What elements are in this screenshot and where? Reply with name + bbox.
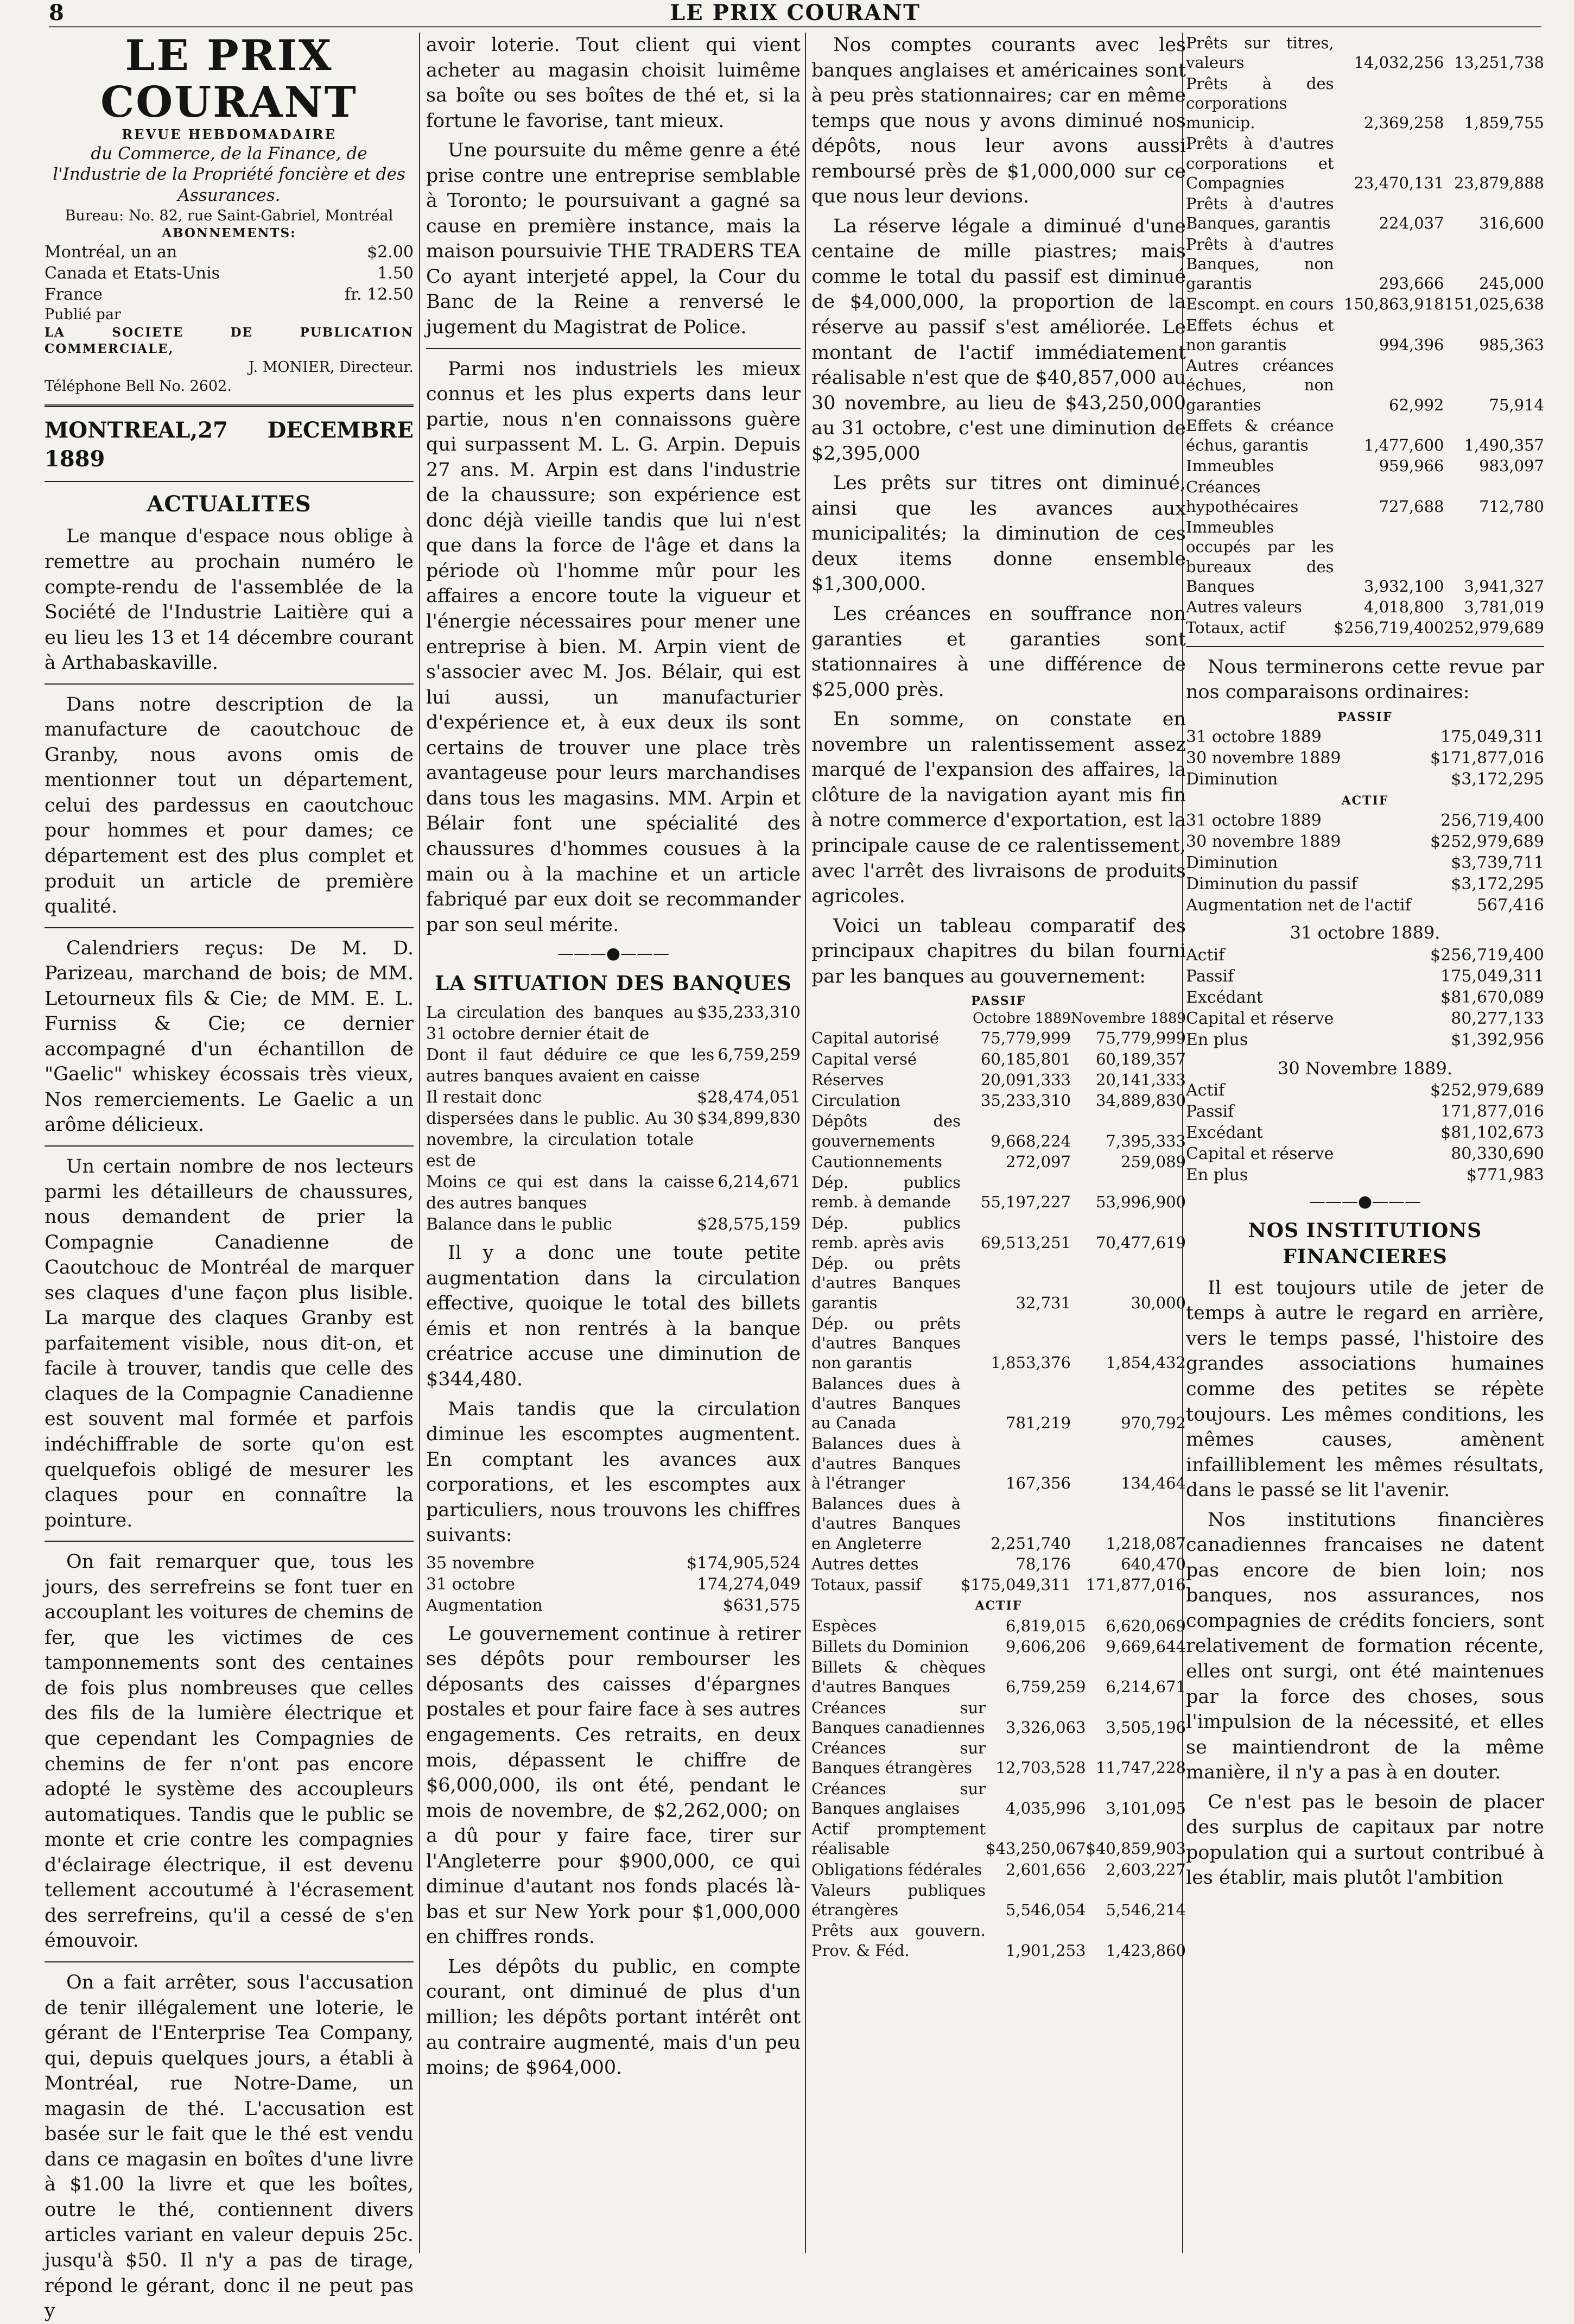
circulation-row: dispersées dans le public. Au 30 novembre, la circulation totale est de $34,899,830: [426, 1109, 801, 1171]
table-row: [811, 1049, 1186, 1069]
divider: [45, 404, 414, 407]
institutions-heading: NOS INSTITUTIONS FINANCIERES: [1248, 1219, 1482, 1268]
row-label: Autres valeurs: [1186, 598, 1302, 616]
table-row: [1186, 294, 1544, 314]
row-label: Capital versé: [811, 1049, 917, 1068]
value-november: 53,996,900: [1095, 1193, 1186, 1212]
row-label: Augmentation net de l'actif: [1186, 896, 1411, 915]
balance-row: [1186, 1164, 1544, 1186]
value-november: 13,251,738: [1454, 53, 1544, 72]
balance-row: [1186, 945, 1544, 966]
circulation-row: Il restait donc $28,474,051: [426, 1088, 801, 1107]
value-november: 1,490,357: [1464, 436, 1544, 454]
column-3: [811, 33, 1186, 2253]
value-november: 151,025,638: [1444, 295, 1544, 314]
row-label: Prêts sur titres, valeurs: [1186, 34, 1334, 72]
row-label: Cautionnements: [811, 1152, 942, 1171]
november-title: 30 Novembre 1889.: [1277, 1057, 1452, 1079]
row-label: Effets échus et non garantis: [1186, 315, 1334, 354]
value-november: 640,470: [1121, 1554, 1186, 1573]
value-october: 35,233,310: [980, 1091, 1071, 1110]
table-row: [1186, 415, 1544, 456]
bureau-address: Bureau: No. 82, rue Saint-Gabriel, Montréal: [65, 207, 394, 224]
value-november: 3,505,196: [1106, 1718, 1186, 1737]
actif-label: ACTIF: [1341, 793, 1389, 808]
row-value: 175,049,311: [1440, 727, 1544, 746]
table-row: [811, 1493, 1186, 1554]
value-november: 1,854,432: [1106, 1353, 1186, 1372]
table-row: [1186, 234, 1544, 294]
row-label: Actif promptement réalisable: [811, 1820, 986, 1858]
value-november: 3,941,327: [1464, 577, 1544, 596]
row-label: Actif: [1186, 1081, 1225, 1100]
row-value: 80,330,690: [1451, 1144, 1544, 1164]
value-october: 62,992: [1389, 395, 1444, 414]
masthead: [45, 33, 414, 206]
row-label: 30 novembre 1889: [1186, 748, 1341, 768]
row-label: Dép. publics remb. après avis: [811, 1213, 961, 1252]
value-november: 75,914: [1489, 395, 1544, 414]
row-label: Balances dues à d'autres Banques en Angleterre: [811, 1495, 961, 1553]
page-number: 8: [49, 0, 64, 26]
value-october: 12,703,528: [995, 1758, 1086, 1777]
value-october: 6,759,259: [1005, 1677, 1086, 1696]
table-row: [811, 1151, 1186, 1172]
table-row: [811, 1738, 1186, 1778]
divider: [45, 683, 414, 685]
comparison-row: [1186, 831, 1544, 852]
paragraph: Ce n'est pas le besoin de placer des surplus de capitaux par notre population qui a surtout contribué à les établir, mais plutôt l'ambition: [1186, 1791, 1544, 1889]
paragraph: Une poursuite du même genre a été prise contre une entreprise semblable à Toronto; le poursuivant a gagné sa cause en première instance, mais la maison poursuivie THE TRADERS TEA Co ayant interjeté appel, la Cour du Banc de la Reine a renversé le jugement du Magistrat de Police.: [426, 140, 801, 339]
table-row: [811, 1313, 1186, 1373]
circulation-row: Moins ce qui est dans la caisse des autres banques 6,214,671: [426, 1173, 801, 1213]
row-label: Autres dettes: [811, 1554, 919, 1573]
row-label: Balances dues à d'autres Banques au Canada: [811, 1374, 961, 1433]
value-november: $40,859,903: [1086, 1839, 1186, 1858]
row-label: Prêts aux gouvern. Prov. & Féd.: [811, 1921, 986, 1960]
value-november: 1,218,087: [1106, 1534, 1186, 1553]
passif-table: [811, 1010, 1186, 1595]
row-label: Dép. publics remb. à demande: [811, 1173, 961, 1212]
paragraph: Voici un tableau comparatif des principaux chapitres du bilan fourni par les banques au gouvernement:: [811, 915, 1186, 987]
table-row: [1186, 477, 1544, 517]
value-october: 14,032,256: [1354, 53, 1444, 72]
row-value: $3,739,711: [1451, 853, 1544, 873]
ornament-divider: ———●———: [1309, 1192, 1421, 1212]
subscription-row: Canada et Etats-Unis 1.50: [45, 264, 414, 283]
value-november: 34,889,830: [1095, 1091, 1186, 1110]
table-row: [1186, 597, 1544, 617]
row-label: Immeubles: [1186, 457, 1274, 476]
column-4: [1186, 33, 1544, 2253]
row-label: Circulation: [811, 1091, 900, 1110]
circulation-row: Dont il faut déduire ce que les autres banques avaient en caisse 6,759,259: [426, 1046, 801, 1086]
row-label: Diminution: [1186, 853, 1278, 873]
row-label: Espèces: [811, 1616, 877, 1635]
publisher: LA SOCIETE DE PUBLICATION COMMERCIALE,: [45, 325, 414, 357]
value-october: 293,666: [1379, 274, 1444, 293]
masthead-name: LE PRIX COURANT: [100, 31, 358, 127]
row-label: Valeurs publiques étrangères: [811, 1880, 986, 1920]
table-row: [811, 1636, 1186, 1657]
paragraph: Nous terminerons cette revue par nos comparaisons ordinaires:: [1186, 656, 1544, 704]
circulation-row: Balance dans le public $28,575,159: [426, 1215, 801, 1234]
paragraph: Il est toujours utile de jeter de temps à autre le regard en arrière, vers le temps passé, l'histoire des grandes associations humaines comme des petites se répète toujours. Les mêmes conditions, les mêmes causes, amènent infailliblement les mêmes résultats, dans le passé se lit l'avenir.: [1186, 1277, 1544, 1502]
row-value: $3,172,295: [1451, 769, 1544, 789]
paragraph: On a fait arrêter, sous l'accusation de tenir illégalement une loterie, le gérant de l'Enterprise Tea Company, qui, depuis quelques jours, a établi à Montréal, rue Notre-Dame, un magasin de thé. L'accusation est basée sur le fait que le thé est vendu dans ce magasin en boîtes d'une livre à $1.00 la livre et que les boîtes, outre le thé, contiennent divers articles variant en valeur depuis 25c. jusqu'à $50. Il n'y a pas de tirage, répond le gérant, donc il ne peut pas y: [45, 1971, 414, 2322]
balance-row: [1186, 1080, 1544, 1101]
table-row: [1186, 517, 1544, 597]
table-row: [811, 1213, 1186, 1253]
value-october: 69,513,251: [980, 1233, 1071, 1252]
subscription-row: France fr. 12.50: [45, 285, 414, 305]
balance-row: [1186, 987, 1544, 1008]
value-november: 134,464: [1121, 1473, 1186, 1492]
actif-table: [811, 1616, 1186, 1961]
paragraph: Les prêts sur titres ont diminué, ainsi que les avances aux municipalités; la diminution de ces deux items donne ensemble $1,300,000.: [811, 472, 1186, 596]
row-value: $81,670,089: [1440, 987, 1544, 1007]
row-label: Créances sur Banques anglaises: [811, 1779, 986, 1818]
divider: [1186, 646, 1544, 647]
table-row: [811, 1819, 1186, 1859]
value-november: 983,097: [1479, 457, 1544, 476]
paragraph: Il y a donc une toute petite augmentation dans la circulation effective, quoique le total des billets émis et non rentrés à la banque créatrice accuse une diminution de $344,480.: [426, 1242, 801, 1390]
value-october: 23,470,131: [1354, 173, 1444, 192]
balance-row: [1186, 1029, 1544, 1050]
value-october: 959,966: [1379, 457, 1444, 476]
comparison-row: [1186, 852, 1544, 873]
escompte-row: 31 octobre 174,274,049: [426, 1574, 801, 1594]
value-october: 78,176: [1016, 1554, 1071, 1573]
paragraph: Calendriers reçus: De M. D. Parizeau, marchand de bois; de MM. Letourneux fils & Cie; de MM. E. L. Furniss & Cie; ce dernier accompagné d'un échantillon de "Gaelic" whiskey écossais très vieux, Nos remerciements. Le Gaelic a un arôme délicieux.: [45, 937, 414, 1136]
value-november: 70,477,619: [1095, 1233, 1186, 1252]
value-october: 2,601,656: [1005, 1860, 1086, 1879]
table-row: [811, 1111, 1186, 1151]
table-row: [1186, 355, 1544, 415]
masthead-description: du Commerce, de la Finance, de l'Industrie de la Propriété foncière et des Assurances.: [53, 143, 405, 205]
value-november: 245,000: [1479, 274, 1544, 293]
value-october: 6,819,015: [1005, 1616, 1086, 1635]
value-november: 2,603,227: [1106, 1860, 1186, 1879]
running-header: [49, 0, 1541, 28]
subscriptions: [45, 242, 414, 305]
comparison-row: [1186, 726, 1544, 748]
row-value: $3,172,295: [1451, 875, 1544, 894]
row-value: $1,392,956: [1451, 1030, 1544, 1049]
row-label: Capital autorisé: [811, 1029, 940, 1048]
balance-row: [1186, 1101, 1544, 1122]
value-november: 7,395,333: [1106, 1131, 1186, 1150]
row-label: Capital et réserve: [1186, 1009, 1334, 1028]
table-row: [811, 1373, 1186, 1434]
table-row: [1186, 315, 1544, 356]
row-label: Prêts à d'autres Banques, non garantis: [1186, 235, 1334, 293]
balance-row: [1186, 1122, 1544, 1143]
value-october: $175,049,311: [961, 1575, 1071, 1594]
value-november: 75,779,999: [1095, 1029, 1186, 1048]
row-label: Excédant: [1186, 1123, 1263, 1143]
subscription-row: Montréal, un an $2.00: [45, 243, 414, 262]
column-2: [426, 33, 801, 2253]
masthead-subtitle: REVUE HEBDOMADAIRE: [122, 126, 337, 142]
row-label: Créances sur Banques étrangères: [811, 1739, 986, 1777]
value-october: 2,369,258: [1363, 113, 1444, 132]
table-row: [1186, 193, 1544, 234]
comparison-row: [1186, 895, 1544, 916]
paragraph: Mais tandis que la circulation diminue les escomptes augmentent. En comptant les avances aux corporations, et les escomptes aux particuliers, nous trouvons les chiffres suivants:: [426, 1398, 801, 1547]
table-row: [811, 1698, 1186, 1738]
row-label: Passif: [1186, 1102, 1234, 1122]
passif-label: PASSIF: [971, 994, 1026, 1009]
value-november: 316,600: [1479, 214, 1544, 233]
value-october: $43,250,067: [986, 1839, 1086, 1858]
row-label: Prêts à des corporations municip.: [1186, 74, 1334, 132]
value-october: 224,037: [1379, 214, 1444, 233]
value-november: 3,781,019: [1464, 598, 1544, 616]
row-label: Prêts à d'autres corporations et Compagnies: [1186, 134, 1334, 192]
telephone: Téléphone Bell No. 2602.: [45, 377, 232, 395]
column-rule: [419, 33, 420, 2253]
row-label: En plus: [1186, 1030, 1248, 1049]
table-row: [811, 1090, 1186, 1111]
value-october: 272,097: [1006, 1152, 1071, 1171]
row-value: $81,102,673: [1440, 1123, 1544, 1143]
value-november: 712,780: [1479, 497, 1544, 516]
running-title: LE PRIX COURANT: [670, 0, 921, 26]
table-row: [811, 1554, 1186, 1574]
divider: [45, 927, 414, 928]
row-label: Dépôts des gouvernements: [811, 1112, 961, 1150]
table-row: [811, 1433, 1186, 1493]
table-row: [811, 1253, 1186, 1313]
value-october: 2,251,740: [991, 1534, 1071, 1553]
value-october: 9,606,206: [1005, 1637, 1086, 1656]
table-row: [811, 1920, 1186, 1961]
value-october: 150,863,918: [1344, 295, 1444, 314]
paragraph: En somme, on constate en novembre un ralentissement assez marqué de l'expansion des affaires, la clôture de la navigation ayant mis fin à notre commerce d'exportation, est la principale cause de ce ralentissement, avec l'arrêt des livraisons de produits agricoles.: [811, 708, 1186, 908]
row-label: Totaux, actif: [1186, 618, 1285, 637]
table-row: [811, 1880, 1186, 1921]
table-row: [1186, 73, 1544, 134]
value-november: 6,620,069: [1106, 1616, 1186, 1635]
row-label: Billets du Dominion: [811, 1637, 969, 1656]
column-1: [45, 31, 414, 2322]
row-label: Actif: [1186, 945, 1225, 965]
column-header-october: Octobre 1889: [973, 1010, 1071, 1027]
paragraph: Nos comptes courants avec les banques anglaises et américaines sont à peu près stationnaires; car en même temps que nous y avons diminué nos dépôts, nous leur avons aussi remboursé près de $1,000,000 sur ce que nous leur devions.: [811, 34, 1186, 208]
table-row: [811, 1657, 1186, 1698]
table-row: [811, 1859, 1186, 1880]
row-label: Diminution: [1186, 769, 1278, 789]
actualites-heading: ACTUALITES: [147, 491, 312, 517]
october-title: 31 octobre 1889.: [1290, 922, 1440, 943]
value-october: 3,326,063: [1005, 1718, 1086, 1737]
value-november: 60,189,357: [1095, 1049, 1186, 1068]
table-row: [811, 1574, 1186, 1595]
row-label: Capital et réserve: [1186, 1144, 1334, 1164]
table-header-row: [811, 1010, 1186, 1028]
row-value: $252,979,689: [1430, 832, 1544, 852]
value-november: 985,363: [1479, 335, 1544, 354]
value-october: 4,018,800: [1363, 598, 1444, 616]
row-label: 30 novembre 1889: [1186, 832, 1341, 852]
paragraph: Nos institutions financières canadiennes francaises ne datent pas encore de bien loin; nos banques, nos assurances, nos compagnies de crédits fonciers, sont relativement de formation récente, elles ont surgi, ont été maintenues par la force des choses, sous l'impulsion de la nécessité, et elles se maintiendront de la même manière, il n'y a pas à en douter.: [1186, 1509, 1544, 1784]
value-november: 30,000: [1131, 1293, 1186, 1312]
value-october: 1,853,376: [991, 1353, 1071, 1372]
row-label: Effets & créance échus, garantis: [1186, 416, 1334, 454]
actif-label: ACTIF: [975, 1599, 1023, 1613]
row-value: $771,983: [1466, 1166, 1544, 1185]
value-november: 6,214,671: [1106, 1677, 1186, 1696]
dateline: MONTREAL,27 DECEMBRE 1889: [45, 417, 414, 472]
table-row: [1186, 455, 1544, 476]
value-november: 3,101,095: [1106, 1799, 1186, 1818]
value-october: 32,731: [1016, 1293, 1071, 1312]
value-november: 1,423,860: [1106, 1941, 1186, 1960]
value-november: 259,089: [1121, 1152, 1186, 1171]
row-label: 31 octobre 1889: [1186, 727, 1322, 746]
value-october: 5,546,054: [1005, 1901, 1086, 1920]
row-label: Passif: [1186, 966, 1234, 986]
actif-table-continued: [1186, 33, 1544, 638]
comparison-row: [1186, 810, 1544, 831]
value-november: 1,859,755: [1464, 113, 1544, 132]
paragraph: On fait remarquer que, tous les jours, des serrefreins se font tuer en accouplant les voitures de chemins de fer, que les victimes de ces tamponnements sont des centaines de fois plus nombreuses que celles des fils de la lumière électrique et que cependant les Compagnies de chemins de fer n'ont pas encore adopté le système des accoupleurs automatiques. Tandis que le public se monte et crie contre les compagnies d'éclairage électrique, il est devenu tellement accoutumé à l'écrasement des serrefreins, qu'il a cessé de s'en émouvoir.: [45, 1551, 414, 1952]
divider: [45, 1961, 414, 1962]
row-label: En plus: [1186, 1166, 1248, 1185]
value-november: 9,669,644: [1106, 1637, 1186, 1656]
row-label: Diminution du passif: [1186, 875, 1357, 894]
row-value: 175,049,311: [1440, 966, 1544, 986]
value-october: 20,091,333: [980, 1070, 1071, 1089]
table-row: [811, 1616, 1186, 1636]
divider: [45, 1541, 414, 1542]
paragraph: Les créances en souffrance non garanties et garanties sont stationnaires à une différence de $25,000 près.: [811, 603, 1186, 701]
row-label: Excédant: [1186, 987, 1263, 1007]
ornament-divider: ———●———: [557, 944, 670, 964]
value-november: 252,979,689: [1444, 618, 1544, 637]
row-label: Autres créances échues, non garanties: [1186, 356, 1334, 414]
column-header-november: Novembre 1889: [1070, 1010, 1186, 1027]
row-label: Balances dues à d'autres Banques à l'étranger: [811, 1434, 961, 1492]
row-value: $171,877,016: [1430, 748, 1544, 768]
paragraph: Le gouvernement continue à retirer ses dépôts pour rembourser les déposants des caisses d'épargnes postales et pour faire face à ses autres engagements. Ces retraits, en deux mois, dépassent le chiffre de $6,000,000, ils ont été, pendant le mois de novembre, de $2,262,000; on a dû pour y faire face, tirer sur l'Angleterre pour $900,000, ce qui diminue d'autant nos fonds placés là-bas et sur New York pour $1,000,000 en chiffres ronds.: [426, 1623, 801, 1948]
paragraph: La réserve légale a diminué d'une centaine de mille piastres; mais comme le total du passif est diminué de $4,000,000, la proportion de la réserve au passif s'est améliorée. Le montant de l'actif immédiatement réalisable n'est que de $40,857,000 au 30 novembre, au lieu de $43,250,000 au 31 octobre, c'est une diminution de $2,395,000: [811, 215, 1186, 465]
value-november: 23,879,888: [1454, 173, 1544, 192]
value-october: 55,197,227: [980, 1193, 1071, 1212]
row-label: Dép. ou prêts d'autres Banques non garantis: [811, 1314, 961, 1372]
row-label: Prêts à d'autres Banques, garantis: [1186, 194, 1334, 233]
value-october: $256,719,400: [1334, 618, 1444, 637]
value-october: 1,901,253: [1005, 1941, 1086, 1960]
row-value: 256,719,400: [1440, 811, 1544, 831]
balance-row: [1186, 1143, 1544, 1164]
divider: [45, 1145, 414, 1147]
escompte-row: Augmentation $631,575: [426, 1595, 801, 1615]
value-october: 727,688: [1379, 497, 1444, 516]
paragraph: avoir loterie. Tout client qui vient acheter au magasin choisit luimême sa boîte ou ses boîtes de thé et, si la fortune le favorise, tant mieux.: [426, 34, 801, 132]
value-october: 4,035,996: [1005, 1799, 1086, 1818]
value-november: 5,546,214: [1106, 1901, 1186, 1920]
row-value: $256,719,400: [1430, 945, 1544, 965]
table-row: [811, 1172, 1186, 1213]
table-row: [811, 1028, 1186, 1048]
row-label: Réserves: [811, 1070, 884, 1089]
table-row: [1186, 617, 1544, 638]
row-label: Totaux, passif: [811, 1575, 922, 1594]
row-value: 171,877,016: [1440, 1102, 1544, 1122]
paragraph: Parmi nos industriels les mieux connus et les plus experts dans leur partie, nous n'en connaissons guère qui surpassent M. L. G. Arpin. Depuis 27 ans. M. Arpin est dans l'industrie de la chaussure; son expérience est donc déjà vieille tandis que lui n'est que dans la force de l'âge et dans la période où l'homme mûr pour les affaires a encore toute la vigueur et l'énergie nécessaires pour mener une entreprise à bien. M. Arpin vient de s'associer avec M. Jos. Bélair, qui est lui aussi, un manufacturier d'expérience et, à eux deux ils sont certains de trouver une place très avantageuse pour leurs marchandises dans tous les magasins. MM. Arpin et Bélair font une spécialité des chaussures d'hommes cousues à la main ou à la machine et un article fabriqué par eux doit se recommander par son seul mérite.: [426, 358, 801, 936]
row-label: 31 octobre 1889: [1186, 811, 1322, 831]
value-october: 3,932,100: [1363, 577, 1444, 596]
comparison-row: [1186, 769, 1544, 790]
value-november: 171,877,016: [1086, 1575, 1186, 1594]
paragraph: Les dépôts du public, en compte courant, ont diminué de plus d'un million; les dépôts portant intérêt ont au contraire augmenté, mais d'un peu moins; de $964,000.: [426, 1955, 801, 2079]
paragraph: Un certain nombre de nos lecteurs parmi les détailleurs de chaussures, nous demandent de prier la Compagnie Canadienne de Caoutchouc de Montréal de marquer ses claques d'une façon plus lisible. La marque des claques Granby est parfaitement visible, nous dit-on, et facile à trouver, tandis que celle des claques de la Compagnie Canadienne est souvent mal formée et parfois indéchiffrable de sorte qu'on est quelquefois obligé de mesurer les claques pour en connaître la pointure.: [45, 1156, 414, 1531]
comparison-row: [1186, 748, 1544, 769]
value-october: 1,477,600: [1363, 436, 1444, 454]
table-row: [1186, 133, 1544, 193]
value-november: 20,141,333: [1095, 1070, 1186, 1089]
divider: [45, 481, 414, 482]
row-label: Billets & chèques d'autres Banques: [811, 1658, 986, 1696]
table-row: [811, 1069, 1186, 1090]
paragraph: Dans notre description de la manufacture de caoutchouc de Granby, nous avons omis de mentionner tout un département, celui des pardessus en caoutchouc pour hommes et pour dames; ce département est des plus complet et produit un article de première qualité.: [45, 693, 414, 918]
subscriptions-title: ABONNEMENTS:: [162, 225, 296, 240]
value-october: 60,185,801: [980, 1049, 1071, 1068]
value-october: 167,356: [1006, 1473, 1071, 1492]
paragraph: Le manque d'espace nous oblige à remettre au prochain numéro le compte-rendu de l'assemblée de la Société de l'Industrie Laitière qui a eu lieu les 13 et 14 décembre courant à Arthabaskaville.: [45, 525, 414, 674]
row-label: Créances hypothécaires: [1186, 477, 1299, 516]
value-october: 781,219: [1006, 1414, 1071, 1433]
row-label: Escompt. en cours: [1186, 295, 1334, 314]
value-october: 994,396: [1379, 335, 1444, 354]
row-label: Obligations fédérales: [811, 1860, 982, 1879]
comparison-row: [1186, 873, 1544, 895]
row-value: $252,979,689: [1430, 1081, 1544, 1100]
table-row: [811, 1778, 1186, 1819]
published-by: Publié par: [45, 306, 121, 324]
director: J. MONIER, Directeur.: [248, 358, 414, 376]
row-value: 80,277,133: [1451, 1009, 1544, 1028]
banques-heading: LA SITUATION DES BANQUES: [435, 971, 792, 996]
row-label: Dép. ou prêts d'autres Banques garantis: [811, 1254, 961, 1312]
table-row: [1186, 33, 1544, 73]
balance-row: [1186, 1008, 1544, 1029]
escompte-row: 35 novembre $174,905,524: [426, 1553, 801, 1573]
row-label: Créances sur Banques canadiennes: [811, 1698, 986, 1737]
row-value: 567,416: [1476, 896, 1544, 915]
value-november: 970,792: [1121, 1414, 1186, 1433]
balance-row: [1186, 966, 1544, 987]
passif-label: PASSIF: [1337, 710, 1393, 724]
value-october: 9,668,224: [991, 1131, 1071, 1150]
value-october: 75,779,999: [980, 1029, 1071, 1048]
value-november: 11,747,228: [1095, 1758, 1186, 1777]
row-label: Immeubles occupés par les bureaux des Banques: [1186, 518, 1334, 596]
circulation-row: La circulation des banques au 31 octobre dernier était de $35,233,310: [426, 1003, 801, 1044]
divider: [426, 348, 801, 349]
column-rule: [805, 33, 806, 2253]
